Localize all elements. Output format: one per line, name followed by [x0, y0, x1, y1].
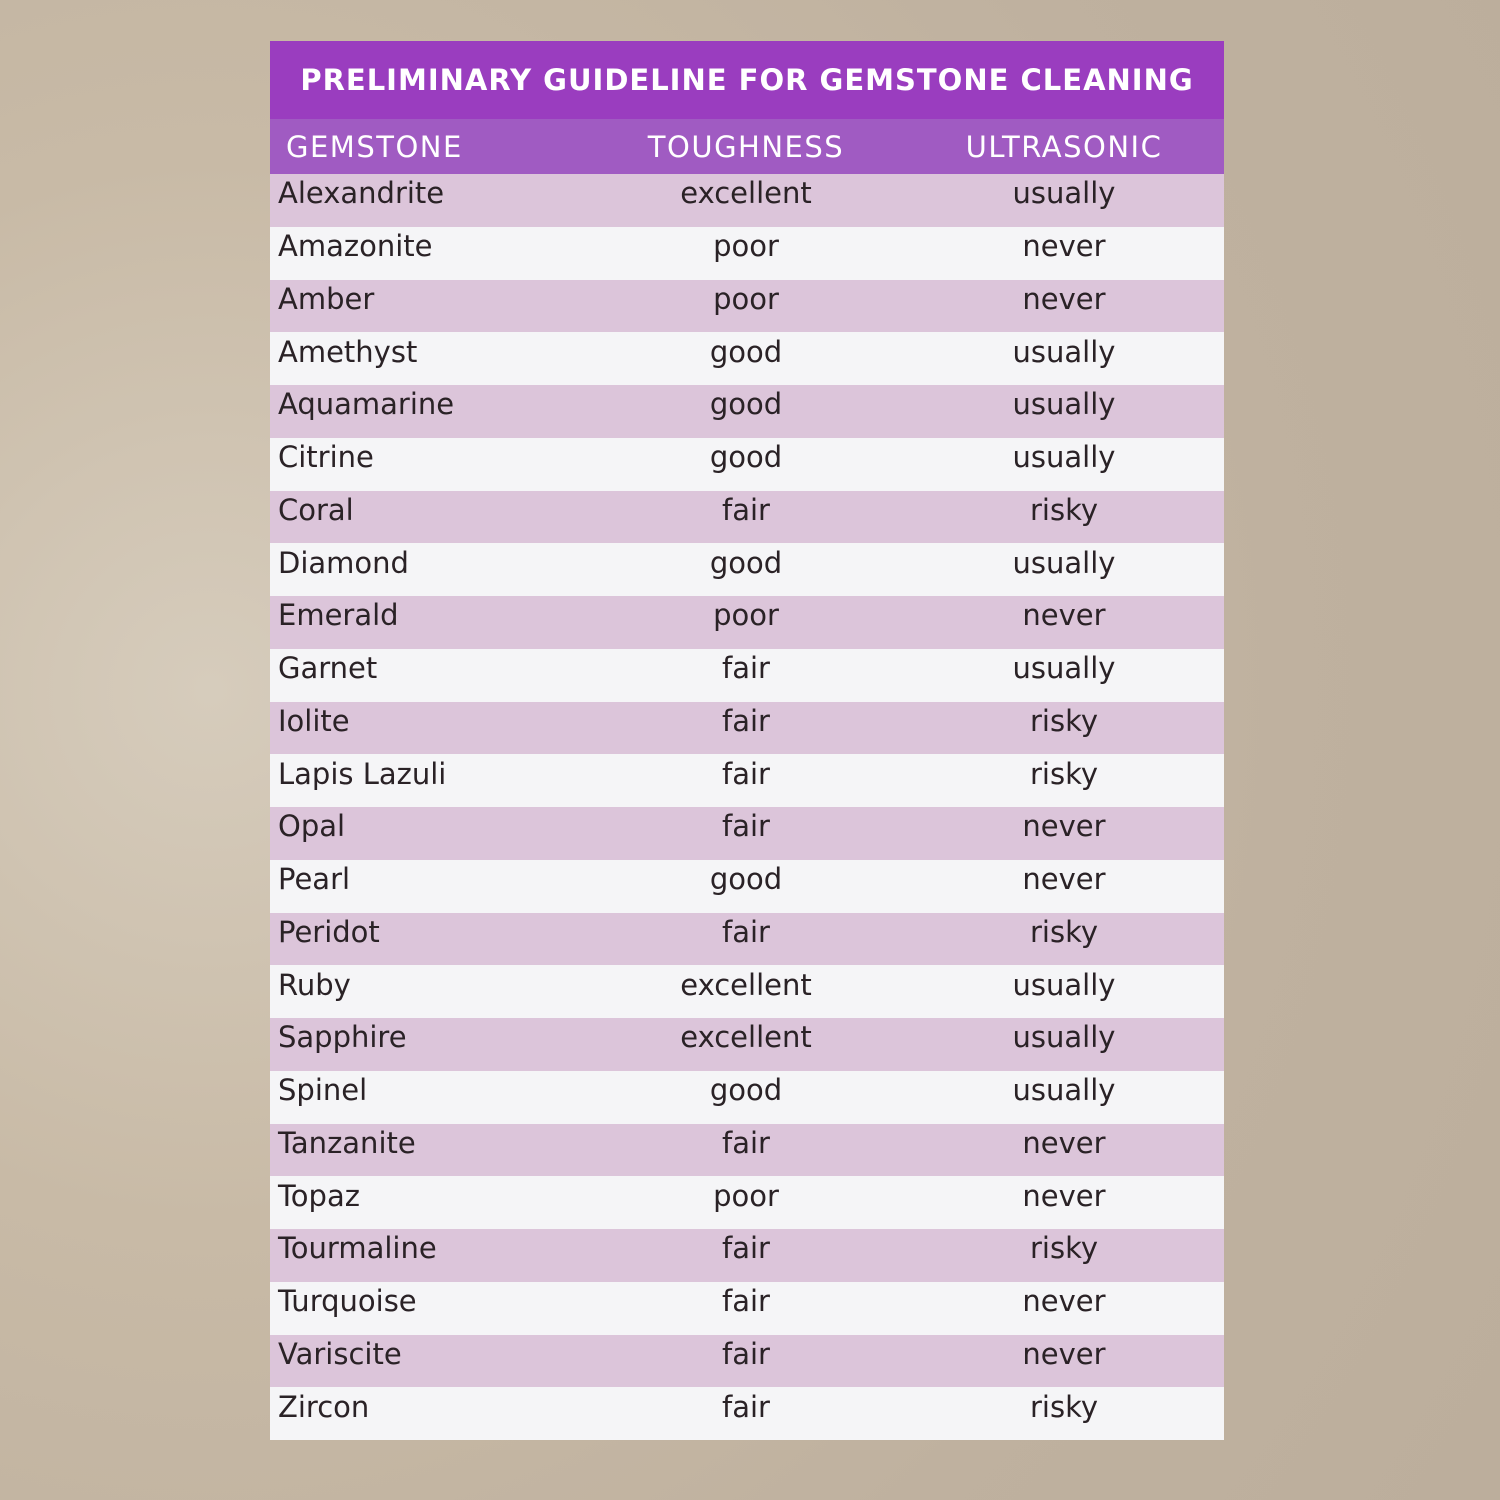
table-row — [270, 543, 1224, 596]
cell-gemstone: Amber — [278, 281, 375, 316]
cell-gemstone: Aquamarine — [278, 387, 455, 422]
cell-ultrasonic: risky — [1029, 914, 1098, 949]
cell-toughness: fair — [722, 809, 770, 844]
cell-ultrasonic: never — [1022, 1125, 1106, 1160]
table-row — [270, 754, 1224, 807]
table-row — [270, 1176, 1224, 1229]
table-row — [270, 1387, 1224, 1440]
cell-toughness: poor — [713, 281, 779, 316]
table-row — [270, 965, 1224, 1018]
table-row — [270, 702, 1224, 755]
cell-gemstone: Peridot — [278, 914, 380, 949]
table-row — [270, 1124, 1224, 1177]
cell-toughness: fair — [722, 756, 770, 791]
cell-gemstone: Coral — [278, 492, 354, 527]
cell-ultrasonic: usually — [1012, 440, 1116, 475]
cell-gemstone: Garnet — [278, 651, 378, 686]
cell-toughness: good — [709, 387, 783, 422]
cell-gemstone: Opal — [278, 809, 346, 844]
cell-ultrasonic: never — [1022, 1178, 1106, 1213]
cell-gemstone: Diamond — [278, 545, 409, 580]
table-row — [270, 385, 1224, 438]
cell-toughness: good — [709, 334, 783, 369]
cell-ultrasonic: usually — [1012, 651, 1116, 686]
cell-ultrasonic: never — [1022, 862, 1106, 897]
cell-toughness: good — [709, 440, 783, 475]
page-title: PRELIMINARY GUIDELINE FOR GEMSTONE CLEANING — [270, 41, 1224, 119]
cell-gemstone: Variscite — [278, 1336, 402, 1371]
cell-toughness: poor — [713, 598, 779, 633]
cell-gemstone: Amethyst — [278, 334, 418, 369]
table-row — [270, 649, 1224, 702]
cell-gemstone: Lapis Lazuli — [278, 756, 447, 791]
cell-gemstone: Zircon — [278, 1389, 370, 1424]
cell-toughness: poor — [713, 229, 779, 264]
cell-gemstone: Pearl — [278, 862, 351, 897]
cell-ultrasonic: risky — [1029, 703, 1098, 738]
cell-ultrasonic: never — [1022, 1336, 1106, 1371]
cell-ultrasonic: never — [1022, 1284, 1106, 1319]
column-header-ultrasonic: ULTRASONIC — [965, 129, 1163, 164]
cell-ultrasonic: usually — [1012, 387, 1116, 422]
table-row — [270, 807, 1224, 860]
cell-ultrasonic: usually — [1012, 176, 1116, 211]
cell-gemstone: Citrine — [278, 440, 374, 475]
cell-gemstone: Spinel — [278, 1073, 368, 1108]
cell-toughness: fair — [722, 1284, 770, 1319]
cell-toughness: poor — [713, 1178, 779, 1213]
cell-toughness: excellent — [680, 1020, 812, 1055]
cell-toughness: good — [709, 545, 783, 580]
cell-ultrasonic: risky — [1029, 1231, 1098, 1266]
table-row — [270, 438, 1224, 491]
cell-toughness: fair — [722, 703, 770, 738]
table-row — [270, 1018, 1224, 1071]
table-header — [270, 119, 1224, 174]
table-row — [270, 227, 1224, 280]
cell-gemstone: Iolite — [278, 703, 350, 738]
cell-gemstone: Alexandrite — [278, 176, 445, 211]
cell-toughness: good — [709, 1073, 783, 1108]
table-row — [270, 491, 1224, 544]
cell-toughness: excellent — [680, 176, 812, 211]
cell-ultrasonic: risky — [1029, 1389, 1098, 1424]
cell-toughness: fair — [722, 492, 770, 527]
table-row — [270, 596, 1224, 649]
cell-ultrasonic: usually — [1012, 1020, 1116, 1055]
cell-ultrasonic: never — [1022, 598, 1106, 633]
cell-ultrasonic: usually — [1012, 967, 1116, 1002]
gemstone-guideline-sheet — [270, 41, 1224, 1445]
table-row — [270, 174, 1224, 227]
column-header-toughness: TOUGHNESS — [647, 129, 845, 164]
cell-gemstone: Emerald — [278, 598, 399, 633]
table-row — [270, 1071, 1224, 1124]
column-header-gemstone: GEMSTONE — [286, 129, 463, 164]
table-row — [270, 860, 1224, 913]
table-row — [270, 332, 1224, 385]
cell-toughness: fair — [722, 1336, 770, 1371]
cell-gemstone: Turquoise — [278, 1284, 417, 1319]
cell-toughness: fair — [722, 1125, 770, 1160]
cell-ultrasonic: usually — [1012, 545, 1116, 580]
cell-ultrasonic: never — [1022, 229, 1106, 264]
table-row — [270, 280, 1224, 333]
cell-ultrasonic: never — [1022, 809, 1106, 844]
cell-gemstone: Sapphire — [278, 1020, 407, 1055]
cell-ultrasonic: risky — [1029, 492, 1098, 527]
table-row — [270, 1335, 1224, 1388]
cell-toughness: fair — [722, 651, 770, 686]
table-row — [270, 1229, 1224, 1282]
cell-ultrasonic: never — [1022, 281, 1106, 316]
cell-toughness: good — [709, 862, 783, 897]
cell-ultrasonic: risky — [1029, 756, 1098, 791]
cell-gemstone: Amazonite — [278, 229, 433, 264]
cell-ultrasonic: usually — [1012, 1073, 1116, 1108]
cell-toughness: excellent — [680, 967, 812, 1002]
cell-toughness: fair — [722, 1231, 770, 1266]
cell-gemstone: Ruby — [278, 967, 351, 1002]
table-row — [270, 913, 1224, 966]
cell-gemstone: Topaz — [278, 1178, 360, 1213]
table-body — [270, 174, 1224, 1440]
table-row — [270, 1282, 1224, 1335]
cell-toughness: fair — [722, 1389, 770, 1424]
cell-toughness: fair — [722, 914, 770, 949]
cell-gemstone: Tourmaline — [278, 1231, 437, 1266]
cell-gemstone: Tanzanite — [278, 1125, 416, 1160]
cell-ultrasonic: usually — [1012, 334, 1116, 369]
